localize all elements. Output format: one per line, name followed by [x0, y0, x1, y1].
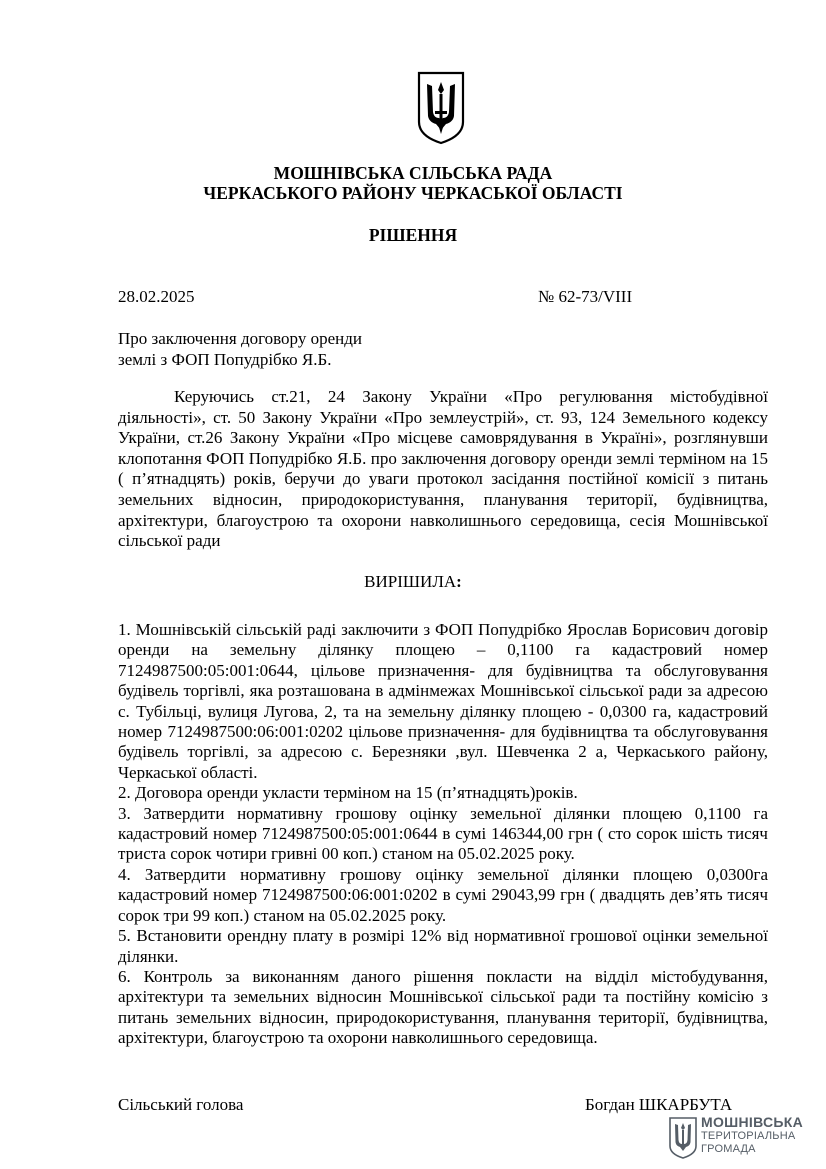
decision-item: 4. Затвердити нормативну грошову оцінку земельної ділянки площею 0,0300га кадастровий номер 7124987500:06:001:0202 в сумі 29043,99 грн ( двадцять дев’ять тисяч сорок три 99 коп.) станом на 05.02.2025 року. [118, 864, 768, 925]
decision-item: 1. Мошнівській сільській раді заключити з ФОП Попудрібко Ярослав Борисович договір оренди на земельну ділянку площею – 0,1100 га кадастровий номер 7124987500:05:001:0644, цільове призначення- для будівництва та обслуговування будівель торгівлі, яка розташована в адмінмежах Мошнівської сільської ради за адресою с. Тубільці, вулиця Лугова, 2, та на земельну ділянку площею - 0,0300 га, кадастровий номер 7124987500:06:001:0202 цільове призначення- для будівництва та обслуговування будівель торгівлі, за адресою с. Березняки ,вул. Шевченка 2 а, Черкаського району, Черкаської області. [118, 620, 768, 782]
decision-item: 5. Встановити орендну плату в розмірі 12% від нормативної грошової оцінки земельної ділянки. [118, 926, 768, 966]
logo-line: ГРОМАДА [701, 1143, 756, 1155]
logo-line: ТЕРИТОРІАЛЬНА [701, 1130, 796, 1142]
document-type-heading: РІШЕННЯ [368, 225, 458, 245]
decision-subject [118, 329, 362, 370]
decision-number: № 62-73/VIII [538, 287, 633, 306]
logo-name: МОШНІВСЬКА [701, 1114, 804, 1130]
decision-item: 3. Затвердити нормативну грошову оцінку земельної ділянки площею 0,1100 га кадастровий номер 7124987500:05:001:0644 в сумі 146344,00 грн ( сто сорок шість тисяч триста сорок чотири гривні 00 коп.) станом на 05.02.2025 року. [118, 803, 768, 864]
trident-logo-icon [668, 1116, 698, 1160]
subject-line: Про заключення договору оренди [118, 329, 362, 348]
resolved-word: ВИРІШИЛА [364, 572, 457, 591]
signature-name: Богдан ШКАРБУТА [585, 1095, 733, 1114]
trident-coat-of-arms-icon [416, 70, 466, 146]
signature-title: Сільський голова [118, 1095, 244, 1114]
council-name-heading: МОШНІВСЬКА СІЛЬСЬКА РАДА [273, 163, 553, 183]
district-name-heading: ЧЕРКАСЬКОГО РАЙОНУ ЧЕРКАСЬКОЇ ОБЛАСТІ [203, 183, 623, 203]
decision-item: 6. Контроль за виконанням даного рішення покласти на відділ містобудування, архітектури та земельних відносин Мошнівської сільської ради та постійну комісію з питань земельних відносин, природокористування, планування території, будівництва, архітектури, благоустрою та охорони навколишнього середовища. [118, 966, 768, 1048]
community-logo [668, 1114, 818, 1164]
decision-items [118, 620, 768, 1049]
resolved-heading [0, 572, 826, 592]
preamble-paragraph: Керуючись ст.21, 24 Закону України «Про регулювання містобудівної діяльності», ст. 50 Закону України «Про землеустрій», ст. 93, 124 Земельного кодексу України, ст.26 Закону України «Про місцеве самоврядування в Україні», розглянувши клопотання ФОП Попудрібко Я.Б. про заключення договору оренди землі терміном на 15 ( п’ятнадцять) років, беручи до уваги протокол засідання постійної комісії з питань земельних відносин, природокористування, планування території, будівництва, архітектури, благоустрою та охорони навколишнього середовища, сесія Мошнівської сільської ради [118, 387, 768, 551]
decision-item: 2. Договора оренди укласти терміном на 15 (п’ятнадцять)років. [118, 783, 578, 803]
resolved-colon: : [456, 572, 462, 591]
subject-line: землі з ФОП Попудрібко Я.Б. [118, 349, 332, 369]
logo-text [701, 1114, 803, 1156]
decision-date: 28.02.2025 [118, 287, 195, 306]
